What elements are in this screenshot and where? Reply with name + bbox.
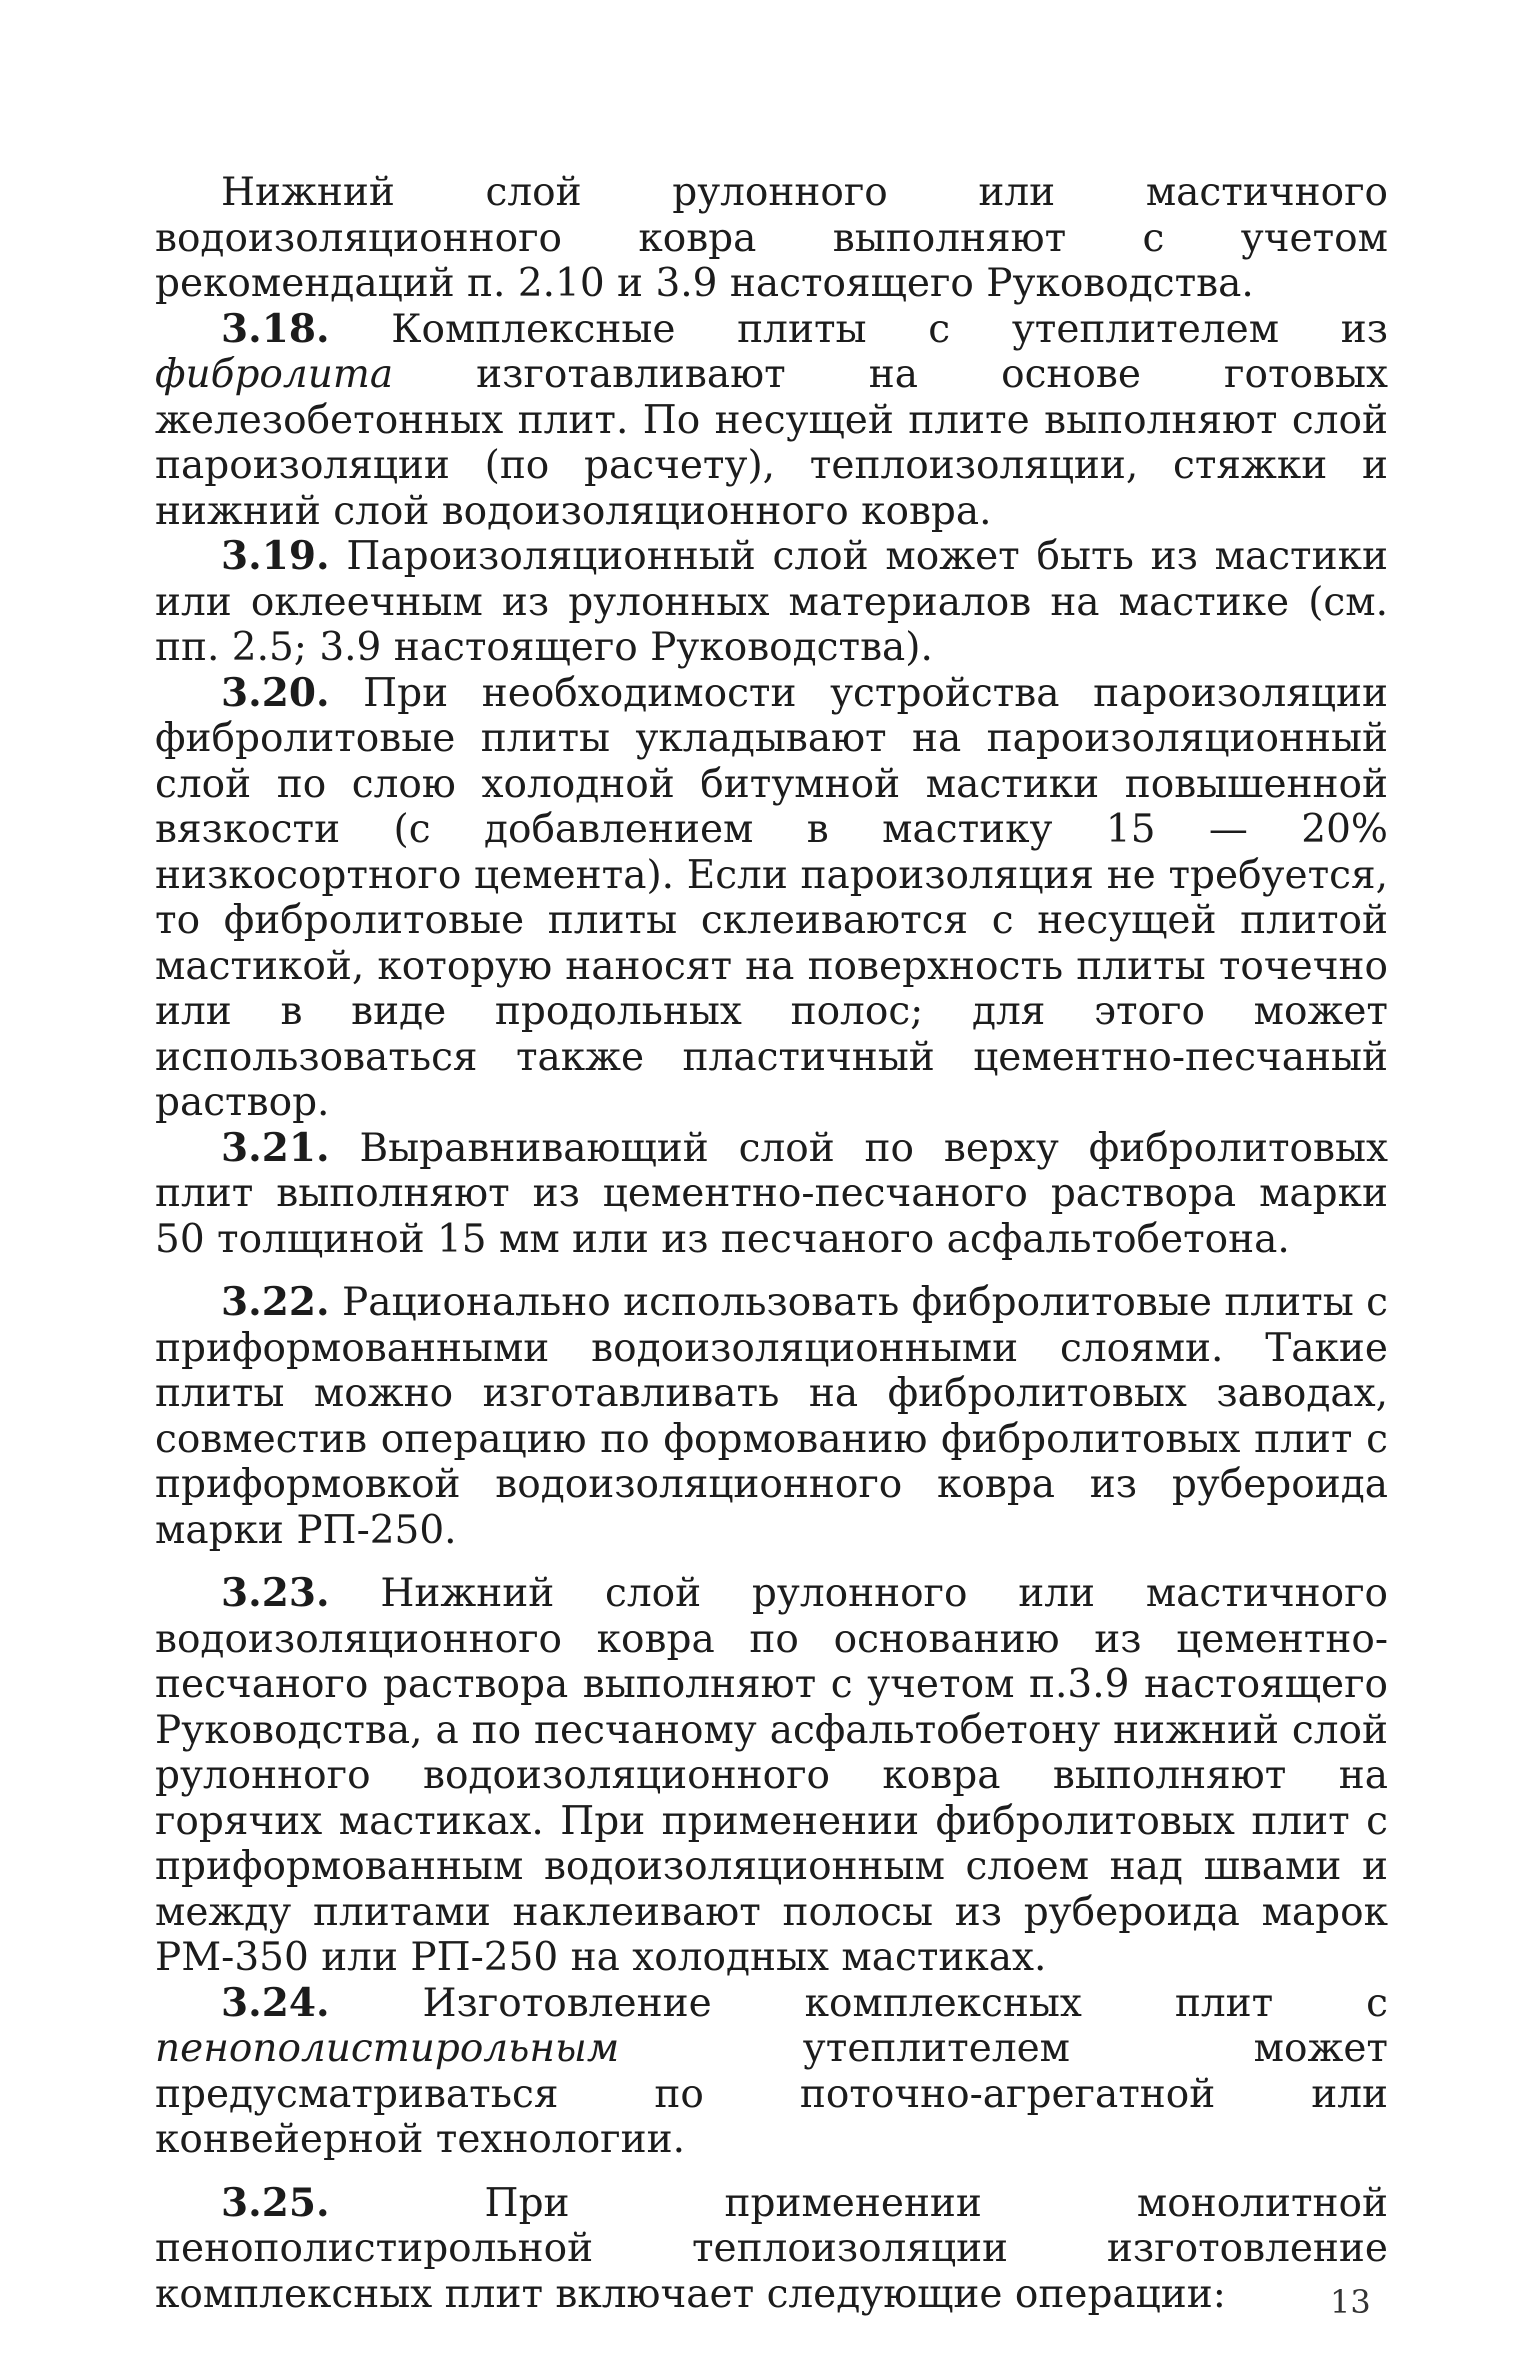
paragraph-number: 3.20. — [221, 669, 330, 716]
paragraph-3-25 — [155, 2181, 1388, 2318]
paragraph-number: 3.25. — [221, 2179, 330, 2226]
paragraph-text: При применении монолитной пенополистирольной теплоизоляции изготовление комплексных плит включает следующие операции: — [155, 2180, 1388, 2317]
paragraph-3-20 — [155, 671, 1388, 1126]
paragraph-3-24 — [155, 1981, 1388, 2163]
paragraph-text-continued: утеплителем может предусматриваться по поточно-агрегатной или конвейерной технологии. — [155, 2026, 1388, 2162]
paragraph-text: Выравнивающий слой по верху фибролитовых плит выполняют из цементно-песчаного раствора марки 50 толщиной 15 мм или из песчаного асфальтобетона. — [155, 1125, 1388, 1262]
page-number: 13 — [1330, 2283, 1371, 2321]
paragraph-number: 3.19. — [221, 533, 330, 579]
paragraph-3-19 — [155, 534, 1388, 671]
paragraph-3-23 — [155, 1571, 1388, 1981]
paragraph-text: Рационально использовать фибролитовые плиты с приформованными водоизоляционными слоями. Такие плиты можно изготавливать на фибролитовых заводах, совместив операцию по формованию фибролитовых плит с приформовкой водоизоляционного ковра из рубероида марки РП-250. — [155, 1280, 1388, 1553]
paragraph-number: 3.21. — [221, 1124, 330, 1171]
paragraph-3-21 — [155, 1126, 1388, 1263]
page-body — [155, 170, 1388, 2317]
paragraph-number: 3.18. — [221, 305, 330, 352]
paragraph-number: 3.23. — [221, 1570, 330, 1616]
paragraph-text: Нижний слой рулонного или мастичного водоизоляционного ковра по основанию из цементно-песчаного раствора выполняют с учетом п.3.9 настоящего Руководства, а по песчаному асфальтобетону нижний слой рулонного водоизоляционного ковра выполняют на горячих мастиках. При применении фибролитовых плит с приформованным водоизоляционным слоем над швами и между плитами наклеивают полосы из рубероида марок РМ-350 или РП-250 на холодных мастиках. — [155, 1571, 1388, 1980]
paragraph-text: Нижний слой рулонного или мастичного водоизоляционного ковра выполняют с учетом рекомендаций п. 2.10 и 3.9 настоящего Руководства. — [155, 170, 1388, 306]
paragraph-intro — [155, 170, 1388, 307]
paragraph-italic-term: пенополистирольным — [155, 2026, 620, 2071]
paragraph-3-22 — [155, 1280, 1388, 1553]
paragraph-text-continued: изготавливают на основе готовых железобетонных плит. По несущей плите выполняют слой пароизоляции (по расчету), теплоизоляции, стяжки и нижний слой водоизоляционного ковра. — [155, 352, 1388, 534]
paragraph-text: При необходимости устройства пароизоляции фибролитовые плиты укладывают на пароизоляционный слой по слою холодной битумной мастики повышенной вязкости (с добавлением в мастику 15 — 20% низкосортного цемента). Если пароизоляция не требуется, то фибролитовые плиты склеиваются с несущей плитой мастикой, которую наносят на поверхность плиты точечно или в виде продольных полос; для этого может использоваться также пластичный цементно-песчаный раствор. — [155, 670, 1388, 1125]
paragraph-text: Пароизоляционный слой может быть из мастики или оклеечным из рулонных материалов на мастике (см. пп. 2.5; 3.9 настоящего Руководства). — [155, 534, 1388, 670]
paragraph-text: Комплексные плиты с утеплителем из — [329, 306, 1388, 352]
paragraph-italic-term: фибролита — [155, 352, 394, 397]
paragraph-number: 3.22. — [221, 1279, 330, 1325]
paragraph-text: Изготовление комплексных плит с — [329, 1980, 1388, 2026]
paragraph-number: 3.24. — [221, 1979, 330, 2026]
paragraph-3-18 — [155, 307, 1388, 535]
